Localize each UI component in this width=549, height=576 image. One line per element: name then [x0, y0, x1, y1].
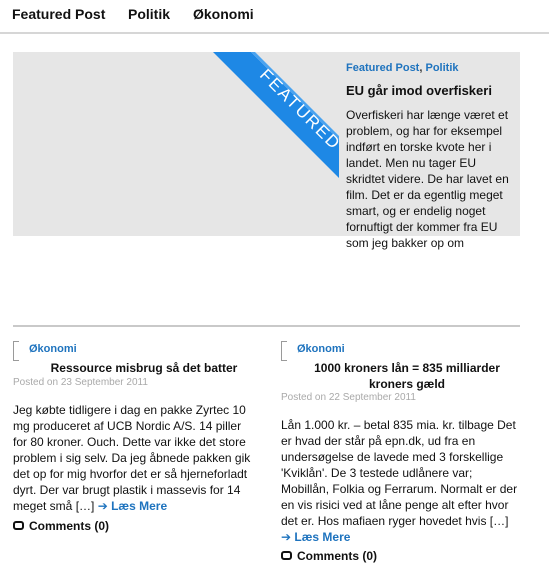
category-separator: , [419, 62, 423, 74]
featured-categories [346, 62, 459, 74]
post-category-link[interactable]: Økonomi [297, 343, 345, 355]
category-link-featured-post[interactable]: Featured Post [346, 62, 420, 74]
comment-bubble-icon [281, 551, 292, 560]
post-excerpt-text: Lån 1.000 kr. – betal 835 mia. kr. tilbage Det er hvad der står på epn.dk, ud fra en undersøgelse de lavede med 3 forskellige 'Kviklån'. De 3 testede udlånere var; Mobillån, Folkia og Ferrarum. Normalt er der en vis risici ved at låne penge alt efter hvor det er. Hos mafiaen ryger hovedet hvis […] [281, 418, 518, 528]
post-category-link[interactable]: Økonomi [29, 343, 77, 355]
comments-count: Comments (0) [29, 519, 110, 533]
read-more-link[interactable]: ➔ Læs Mere [97, 499, 168, 513]
top-navigation [0, 0, 549, 32]
post-title[interactable]: Ressource misbrug så det batter [50, 361, 238, 375]
post-excerpt [281, 417, 521, 545]
section-divider [13, 325, 520, 327]
featured-post-excerpt: Overfiskeri har længe været et problem, og har for eksempel indført en torske kvote her i landet. Men nu tager EU skridtet videre. De har lavet en film. Det er da egentlig meget smart, og er endelig noget fornuftigt der kommer fra EU som jeg bakker op om [346, 108, 509, 250]
nav-divider [0, 32, 549, 34]
nav-item-featured-post[interactable]: Featured Post [12, 6, 106, 22]
nav-item-okonomi[interactable]: Økonomi [193, 6, 254, 22]
post-date: Posted on 22 September 2011 [281, 392, 416, 403]
post-excerpt [13, 402, 253, 514]
post-date: Posted on 23 September 2011 [13, 377, 148, 388]
category-link-politik[interactable]: Politik [425, 62, 459, 74]
featured-ribbon-label: FEATURED [256, 65, 345, 154]
post-excerpt-text: Jeg købte tidligere i dag en pakke Zyrtec 10 mg produceret af UCB Nordic A/S. 14 piller for 80 kroner. Ouch. Dette var ikke det store problem i sig selv. Da jeg åbnede pakken gik det op for mig hvorfor det er så hjerneforladt dyrt. Der var brugt plastik i massevis for 14 meget små […] [13, 403, 251, 513]
category-marker [281, 341, 287, 361]
comments-link[interactable] [13, 519, 109, 533]
featured-post-title[interactable]: EU går imod overfiskeri [346, 83, 492, 98]
comments-count: Comments (0) [297, 549, 378, 563]
comments-link[interactable] [281, 549, 377, 563]
featured-slider [13, 52, 520, 250]
read-more-link[interactable]: ➔ Læs Mere [281, 530, 351, 544]
comment-bubble-icon [13, 521, 24, 530]
category-marker [13, 341, 19, 361]
post-title[interactable]: 1000 kroners lån = 835 milliarder kroners gæld [314, 361, 500, 391]
nav-item-politik[interactable]: Politik [128, 6, 171, 22]
featured-ribbon [213, 52, 343, 182]
